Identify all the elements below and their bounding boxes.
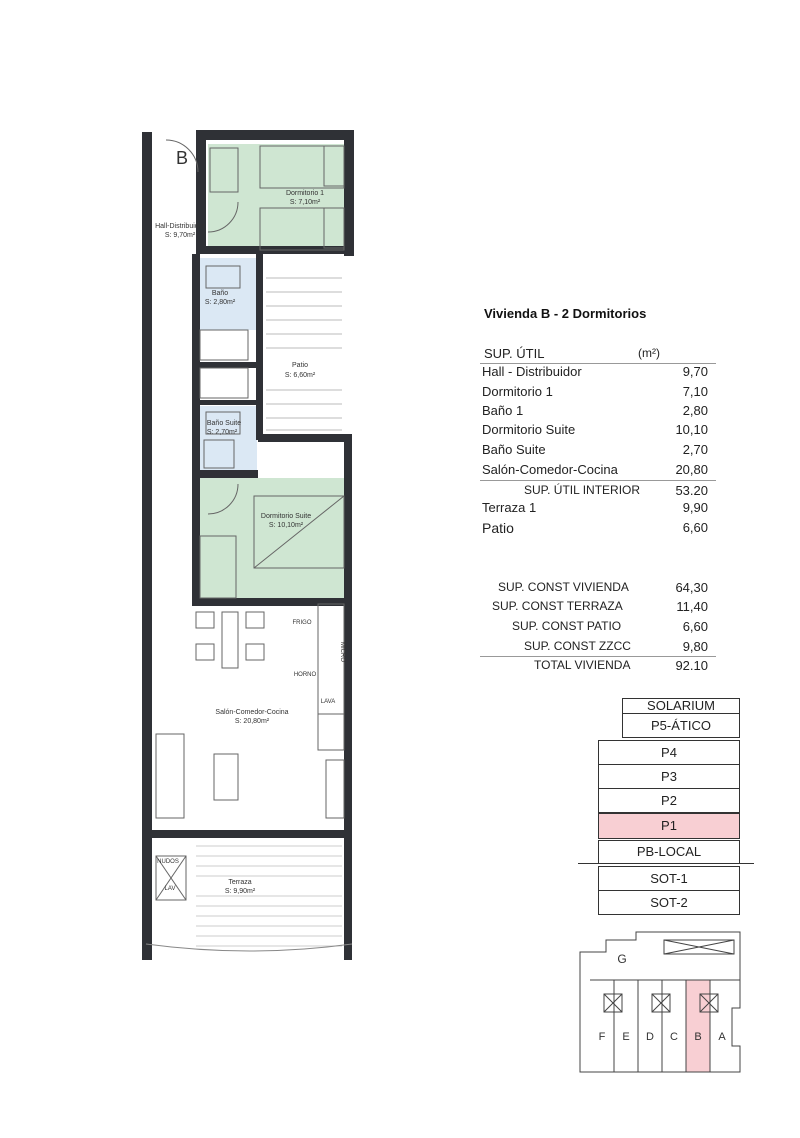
- row-label: Dormitorio 1: [482, 384, 553, 399]
- room-label-hall: Hall-Distribuidor: [155, 223, 205, 230]
- terraza-deck: [196, 846, 342, 946]
- key-plan-letter-f: F: [598, 1031, 606, 1043]
- const-label: SUP. CONST PATIO: [512, 619, 622, 633]
- key-plan-letter-e: E: [622, 1031, 630, 1043]
- dormitorio-suite-fill: [199, 478, 346, 604]
- room-area-bano-suite: S: 2,70m²: [206, 429, 238, 436]
- room-label-bano: Baño: [211, 290, 229, 297]
- const-row: [480, 619, 716, 637]
- table-row: [480, 403, 716, 421]
- floor-p3: [598, 764, 740, 789]
- const-value: 11,40: [676, 599, 708, 614]
- bano-suite-fill: [199, 406, 257, 472]
- total-label: TOTAL VIVIENDA: [534, 658, 631, 672]
- const-label: SUP. CONST ZZCC: [524, 639, 631, 653]
- row-label: Salón-Comedor-Cocina: [482, 462, 618, 477]
- floor-label: SOT-2: [650, 895, 688, 910]
- terraza-value: 9,90: [682, 500, 708, 515]
- table-header: [480, 346, 716, 364]
- appliance-horno: HORNO: [293, 672, 317, 678]
- header-label: SUP. ÚTIL: [484, 346, 545, 361]
- total-row: [480, 658, 716, 676]
- floor-pb-local: [598, 840, 740, 864]
- table-separator: [480, 656, 716, 657]
- appliance-frigo: FRIGO: [292, 620, 312, 626]
- row-label: Baño 1: [482, 403, 524, 418]
- total-value: 92.10: [675, 658, 708, 673]
- key-plan-letter-c: C: [670, 1031, 678, 1043]
- floor-label: P2: [661, 793, 677, 808]
- row-value: 10,10: [675, 422, 708, 437]
- row-value: 20,80: [675, 462, 708, 477]
- floor-label: SOLARIUM: [647, 698, 715, 713]
- floor-sot-2: [598, 890, 740, 915]
- row-value: 2,80: [682, 403, 708, 418]
- room-area-dormitorio-suite: S: 10,10m²: [268, 522, 304, 529]
- patio-row: [480, 520, 716, 538]
- table-row: [480, 364, 716, 382]
- row-value: 2,70: [682, 442, 708, 457]
- const-row: [480, 599, 716, 617]
- interior-row: [480, 483, 716, 501]
- key-plan-letter-b: B: [694, 1031, 702, 1043]
- room-label-salon: Salón-Comedor-Cocina: [215, 709, 289, 716]
- header-unit: (m²): [638, 346, 660, 360]
- room-label-bano-suite: Baño Suite: [206, 420, 242, 427]
- row-label: Baño Suite: [482, 442, 546, 457]
- table-row: [480, 442, 716, 460]
- floor-label: P3: [661, 769, 677, 784]
- unit-letter: B: [176, 148, 189, 168]
- floor-p1-selected: [598, 813, 740, 839]
- const-row: [480, 639, 716, 657]
- room-area-dormitorio-1: S: 7,10m²: [289, 199, 321, 206]
- key-plan-letter-a: A: [718, 1031, 726, 1043]
- row-label: Dormitorio Suite: [482, 422, 576, 437]
- room-area-terraza: S: 9,90m²: [224, 888, 256, 895]
- const-value: 9,80: [682, 639, 708, 654]
- interior-label: SUP. ÚTIL INTERIOR: [524, 483, 641, 497]
- const-label: SUP. CONST TERRAZA: [492, 599, 623, 613]
- floor-label: PB-LOCAL: [636, 844, 702, 859]
- table-title: Vivienda B - 2 Dormitorios: [484, 306, 647, 321]
- terraza-row: [480, 500, 716, 518]
- room-label-dormitorio-1: Dormitorio 1: [285, 190, 325, 197]
- appliance-lav: LAV: [164, 886, 176, 892]
- table-row: [480, 462, 716, 480]
- table-separator: [480, 480, 716, 481]
- patio-label: Patio: [482, 520, 514, 536]
- terraza-label: Terraza 1: [482, 500, 537, 515]
- floor-label: P4: [661, 745, 677, 760]
- room-area-patio: S: 6,60m²: [284, 372, 316, 379]
- const-value: 64,30: [675, 580, 708, 595]
- const-value: 6,60: [682, 619, 708, 634]
- const-row: [480, 580, 716, 598]
- patio-value: 6,60: [682, 520, 708, 535]
- floor-p4: [598, 740, 740, 765]
- room-area-bano: S: 2,80m²: [204, 299, 236, 306]
- room-area-salon: S: 20,80m²: [234, 718, 270, 725]
- floor-p5-atico: [622, 713, 740, 738]
- floor-p2: [598, 788, 740, 813]
- floor-label: SOT-1: [650, 871, 688, 886]
- room-area-hall: S: 9,70m²: [164, 232, 196, 239]
- key-plan-block-label: G: [617, 952, 627, 966]
- floor-label: P5-ÁTICO: [651, 718, 711, 733]
- key-plan-letter-d: D: [646, 1031, 654, 1043]
- floor-solarium: [622, 698, 740, 714]
- row-value: 9,70: [682, 364, 708, 379]
- table-row: [480, 422, 716, 440]
- row-value: 7,10: [682, 384, 708, 399]
- appliance-micro: MICRO: [339, 642, 345, 662]
- appliance-nudos: NUDOS: [157, 859, 179, 865]
- appliance-lava: LAVA: [320, 699, 336, 705]
- table-row: [480, 384, 716, 402]
- floor-label: P1: [661, 818, 677, 833]
- ground-line: [578, 863, 754, 864]
- patio-deck: [266, 278, 342, 430]
- key-plan: [580, 932, 740, 1072]
- room-label-terraza: Terraza: [228, 879, 252, 886]
- const-label: SUP. CONST VIVIENDA: [498, 580, 629, 594]
- floor-sot-1: [598, 866, 740, 891]
- row-label: Hall - Distribuidor: [482, 364, 582, 379]
- interior-value: 53.20: [675, 483, 708, 498]
- room-label-patio: Patio: [292, 362, 308, 369]
- room-label-dormitorio-suite: Dormitorio Suite: [260, 513, 312, 520]
- terraza-railing: [146, 944, 352, 951]
